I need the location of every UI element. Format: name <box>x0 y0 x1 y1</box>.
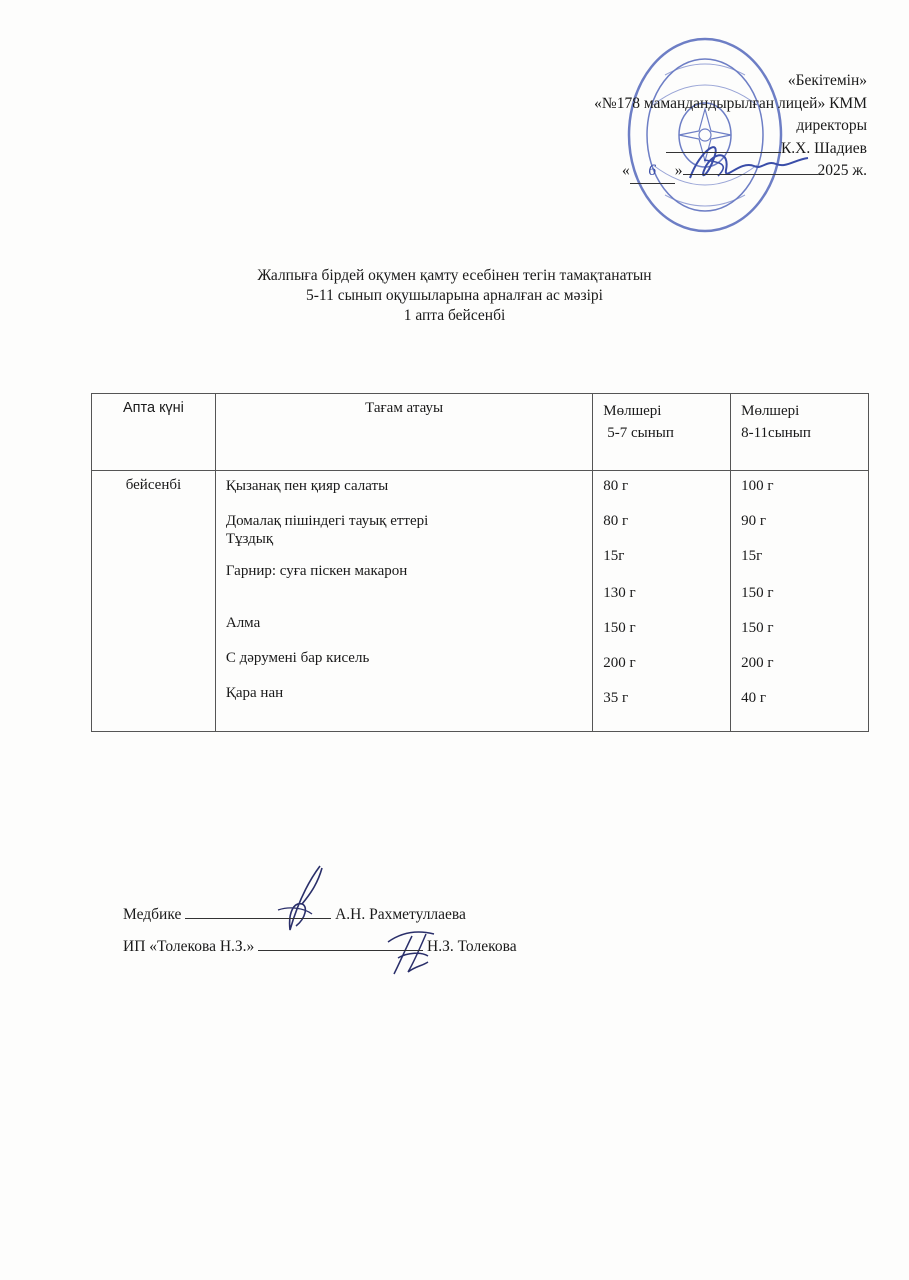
dish-list <box>215 471 592 732</box>
nurse-sign-line <box>123 899 517 931</box>
qty-value: 90 г <box>741 513 767 529</box>
qty-value: 35 г <box>603 690 629 706</box>
dish-item: Қара нан <box>225 685 284 701</box>
nurse-role: Медбике <box>123 906 182 923</box>
ip-role: ИП «Толекова Н.З.» <box>123 938 255 955</box>
header-dish: Тағам атауы <box>215 394 592 471</box>
qty-value: 15г <box>741 548 763 564</box>
qty-value: 150 г <box>741 620 774 636</box>
ip-sign-line <box>123 931 517 963</box>
approval-director-name: К.Х. Шадиев <box>594 138 867 161</box>
dish-item: Тұздық <box>225 531 274 547</box>
title-line-1: Жалпыға бірдей оқумен қамту есебінен тегін тамақтанатын <box>257 267 652 284</box>
ip-name: Н.З. Толекова <box>427 938 517 955</box>
document-title <box>0 266 909 326</box>
dish-item: Алма <box>225 615 261 631</box>
header-day: Апта күні <box>92 394 216 471</box>
approval-date: « 6 » 2025 ж. <box>594 160 867 184</box>
header-qty-5-7: Мөлшері 5-7 сынып <box>593 394 731 471</box>
qty-value: 150 г <box>741 585 774 601</box>
approval-position: директоры <box>796 117 867 134</box>
nurse-name: А.Н. Рахметуллаева <box>335 906 466 923</box>
qty-5-7-list <box>593 471 731 732</box>
qty-value: 15г <box>603 548 625 564</box>
dish-item: С дәрумені бар кисель <box>225 650 370 666</box>
title-line-2: 5-11 сынып оқушыларына арналған ас мәзірі <box>306 287 603 304</box>
qty-8-11-list <box>731 471 869 732</box>
day-cell: бейсенбі <box>92 471 216 732</box>
dish-item: Гарнир: суға піскен макарон <box>225 563 408 579</box>
qty-value: 100 г <box>741 478 774 494</box>
title-line-3: 1 апта бейсенбі <box>403 307 506 324</box>
approval-block <box>594 70 867 184</box>
approval-institution: «№178 мамандандырылған лицей» КММ <box>594 94 867 112</box>
dish-item: Қызанақ пен қияр салаты <box>225 478 389 494</box>
qty-value: 200 г <box>603 655 636 671</box>
qty-value: 80 г <box>603 513 629 529</box>
header-qty-8-11: Мөлшері 8-11сынып <box>731 394 869 471</box>
menu-table <box>91 393 869 732</box>
qty-value: 40 г <box>741 690 767 706</box>
signature-block <box>123 899 517 963</box>
approval-heading: «Бекітемін» <box>787 72 867 89</box>
table-row <box>92 471 869 732</box>
dish-item: Домалақ пішіндегі тауық еттері <box>225 513 429 529</box>
qty-value: 80 г <box>603 478 629 494</box>
table-header-row <box>92 394 869 471</box>
qty-value: 130 г <box>603 585 636 601</box>
qty-value: 150 г <box>603 620 636 636</box>
qty-value: 200 г <box>741 655 774 671</box>
